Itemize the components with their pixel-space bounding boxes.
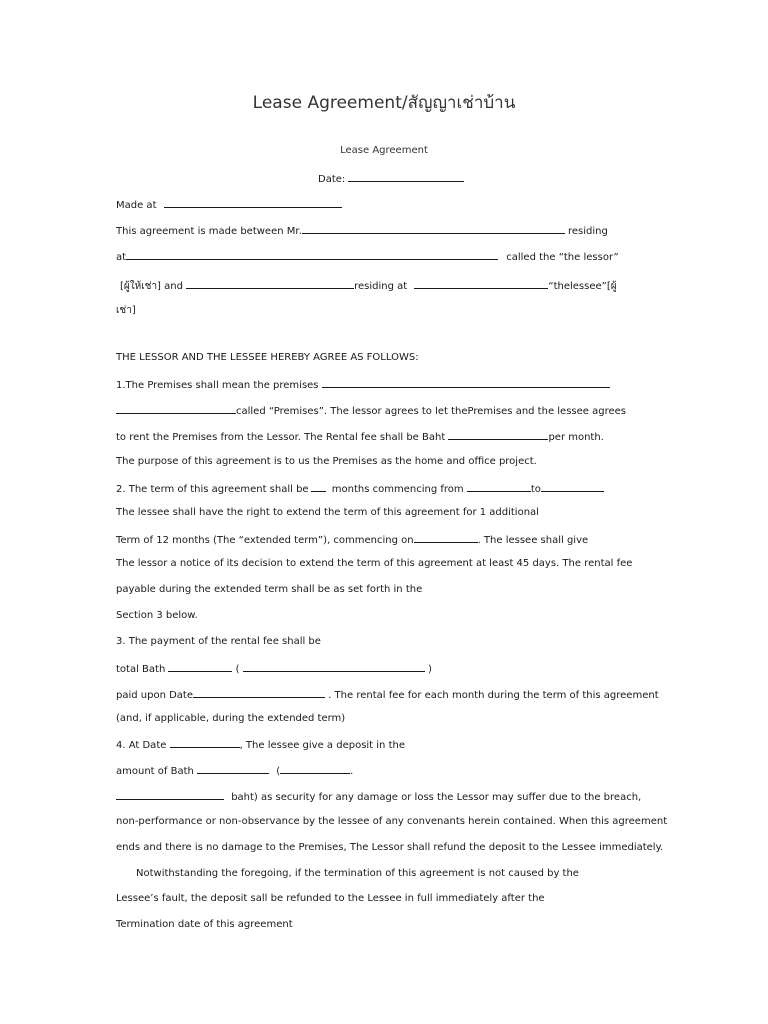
term-months-field[interactable] <box>311 481 326 492</box>
deposit-give-text: , The lessee give a deposit in the <box>239 740 405 751</box>
date-field[interactable] <box>348 171 464 182</box>
premises-field[interactable] <box>322 377 610 388</box>
extended-term-text: Term of 12 months (The “extended term”), commencing on <box>116 535 414 546</box>
total-bath-text: total Bath <box>116 664 166 675</box>
lessee-name-field[interactable] <box>186 278 354 289</box>
notwithstanding-line-1: Notwithstanding the foregoing, if the termination of this agreement is not caused by the <box>136 868 579 879</box>
paren-open-2: ( <box>276 766 281 777</box>
payment-line-1: 3. The payment of the rental fee shall be <box>116 636 321 647</box>
premises-line-1 <box>116 377 610 393</box>
called-lessor-text: called the “the lessor” <box>506 252 619 263</box>
notwithstanding-line-3: Termination date of this agreement <box>116 919 293 930</box>
rental-fee-field[interactable] <box>448 429 548 440</box>
period-text: . <box>350 766 354 777</box>
deposit-words-field[interactable] <box>280 763 350 774</box>
agree-heading: THE LESSOR AND THE LESSEE HEREBY AGREE AS FOLLOWS: <box>116 352 419 363</box>
deposit-line-5: ends and there is no damage to the Premises, The Lessor shall refund the deposit to the Lessee immediately. <box>116 842 664 853</box>
between-text: This agreement is made between Mr. <box>116 226 302 237</box>
lessor-thai-text: [ผู้ให้เช่า] and <box>120 281 183 292</box>
made-at-line <box>116 197 342 213</box>
term-line-6: Section 3 below. <box>116 610 198 621</box>
made-at-label: Made at <box>116 200 157 211</box>
deposit-line-4: non-performance or non-observance by the lessee of any convenants herein contained. When this agreement <box>116 816 668 827</box>
premises-line-3 <box>116 429 604 445</box>
paren-close: ) <box>427 664 432 675</box>
payment-line-2 <box>116 661 432 677</box>
total-amount-field[interactable] <box>168 661 232 672</box>
commencing-text: months commencing from <box>331 484 464 495</box>
deposit-amount-field[interactable] <box>197 763 269 774</box>
total-words-field[interactable] <box>243 661 425 672</box>
lessor-name-field[interactable] <box>302 223 565 234</box>
at-text: at <box>116 252 127 263</box>
made-at-field[interactable] <box>164 197 342 208</box>
premises-called-text: called “Premises”. The lessor agrees to let thePremises and the lessee agrees <box>236 406 626 417</box>
term-line-2: The lessee shall have the right to extend the term of this agreement for 1 additional <box>116 507 539 518</box>
parties-line-1 <box>116 223 608 239</box>
deposit-line-3 <box>116 789 641 805</box>
amount-bath-text: amount of Bath <box>116 766 194 777</box>
rental-each-month-text: . The rental fee for each month during the term of this agreement <box>328 690 659 701</box>
rental-fee-text: to rent the Premises from the Lessor. The Rental fee shall be Baht <box>116 432 446 443</box>
the-lessee-text: “thelessee”[ผู้ <box>548 281 617 292</box>
payment-line-4: (and, if applicable, during the extended term) <box>116 713 346 724</box>
security-text: baht) as security for any damage or loss the Lessor may suffer due to the breach, <box>231 792 642 803</box>
term-text: 2. The term of this agreement shall be <box>116 484 309 495</box>
date-label: Date: <box>318 174 346 185</box>
date-line <box>318 171 464 187</box>
extended-start-field[interactable] <box>414 532 478 543</box>
payment-line-3 <box>116 687 659 703</box>
deposit-date-field[interactable] <box>170 737 240 748</box>
term-line-5: payable during the extended term shall be as set forth in the <box>116 584 423 595</box>
residing-at-text: residing at <box>354 281 408 292</box>
term-line-4: The lessor a notice of its decision to extend the term of this agreement at least 45 days. The rental fee <box>116 558 633 569</box>
paid-date-field[interactable] <box>193 687 325 698</box>
lessee-address-field[interactable] <box>414 278 548 289</box>
residing-text: residing <box>567 226 608 237</box>
premises-line-2 <box>116 403 626 419</box>
deposit-words-field-2[interactable] <box>116 789 224 800</box>
document-subtitle: Lease Agreement <box>340 145 428 156</box>
lessee-thai-end: เช่า] <box>116 305 136 316</box>
purpose-line: The purpose of this agreement is to us the Premises as the home and office project. <box>116 456 537 467</box>
lessor-address-field[interactable] <box>126 249 498 260</box>
term-line-3 <box>116 532 588 548</box>
term-start-field[interactable] <box>467 481 531 492</box>
per-month-text: per month. <box>548 432 604 443</box>
premises-field-2[interactable] <box>116 403 236 414</box>
parties-line-2 <box>116 249 619 265</box>
at-date-text: 4. At Date <box>116 740 167 751</box>
deposit-line-2 <box>116 763 353 779</box>
deposit-line-1 <box>116 737 405 753</box>
paid-upon-text: paid upon Date <box>116 690 194 701</box>
term-line-1 <box>116 481 604 497</box>
document-title: Lease Agreement/สัญญาเช่าบ้าน <box>252 93 516 113</box>
lessee-give-text: . The lessee shall give <box>477 535 589 546</box>
paren-open: ( <box>235 664 240 675</box>
parties-line-3 <box>116 278 617 294</box>
premises-text: 1.The Premises shall mean the premises <box>116 380 319 391</box>
notwithstanding-line-2: Lessee’s fault, the deposit sall be refunded to the Lessee in full immediately after the <box>116 893 545 904</box>
term-end-field[interactable] <box>541 481 604 492</box>
to-text: to <box>530 484 541 495</box>
